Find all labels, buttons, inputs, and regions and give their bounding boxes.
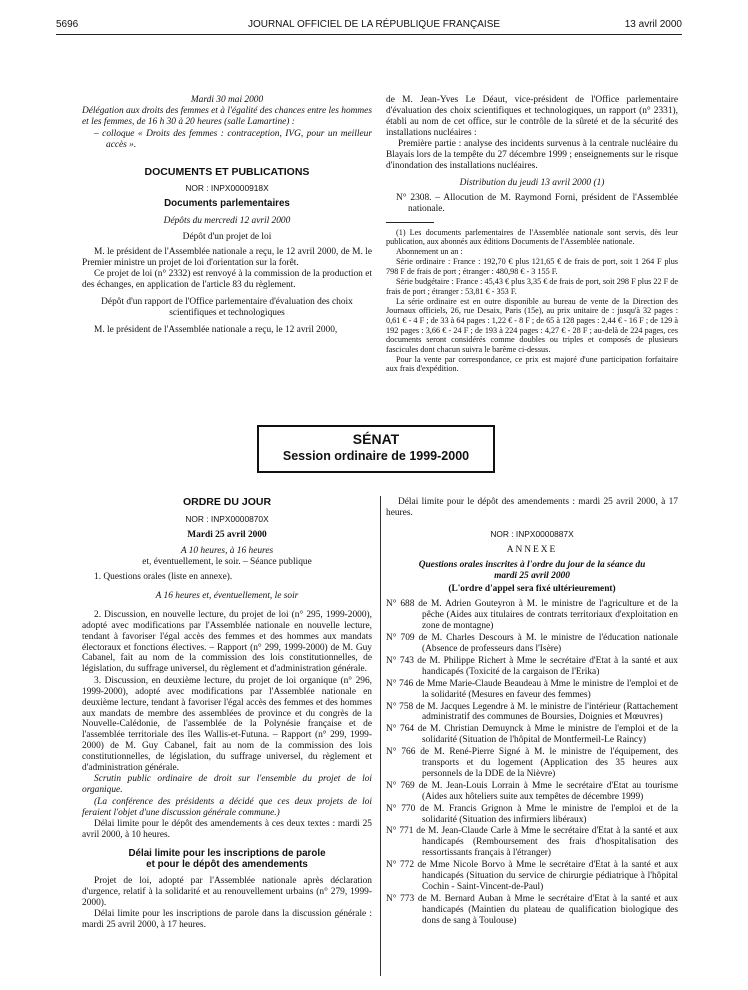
bill-paragraph: Projet de loi, adopté par l'Assemblée nationale après déclaration d'urgence, relatif à la solidarité et au renouvellement urbains (n° 279, 1999-2000). — [82, 875, 372, 908]
depot-rapport-heading: Dépôt d'un rapport de l'Office parlementaire d'évaluation des choix scientifiques et technologiques — [101, 297, 353, 319]
oral-question-item: N° 764 de M. Christian Demuynck à Mme le ministre de l'emploi et de la solidarité (Situation de l'hôpital de Montfermeil-Le Raincy) — [386, 724, 678, 746]
paragraph: Ce projet de loi (n° 2332) est renvoyé à la commission de la production et des échanges, en application de l'article 83 du règlement. — [82, 269, 372, 291]
footnote-rule — [386, 222, 434, 223]
senat-subtitle: Session ordinaire de 1999-2000 — [282, 449, 470, 463]
oral-question-item: N° 770 de M. Francis Grignon à Mme le ministre de l'emploi et de la solidarité (Situation des infirmiers libéraux) — [386, 803, 678, 825]
agenda-item-3: 3. Discussion, en deuxième lecture, du projet de loi organique (n° 296, 1999-2000), adopté avec modifications par l'Assemblée nationale en deuxième lecture, tendant à favoriser l'égal accès des femmes et des hommes aux mandats de membre des assemblées de province et du congrès de la Nouvelle-Calédonie, de l'assemblée de la Polynésie française et de l'assemblée territoriale des îles Wallis-et-Futuna. – Rapport (n° 299, 1999-2000) de M. Guy Cabanel, fait au nom de la commission des lois constitutionnelles, de législation, du suffrage universel, du règlement et d'administration générale. — [82, 675, 372, 774]
session-date: Mardi 30 mai 2000 — [190, 95, 264, 105]
deadline-title-line1: Délai limite pour les inscriptions de parole — [128, 847, 326, 859]
amendment-deadline: Délai limite pour le dépôt des amendements : mardi 25 avril 2000, à 17 heures. — [386, 497, 678, 518]
footnote-text: Série budgétaire : France : 45,43 € plus 3,35 € de frais de port, soit 298 F plus 22 F de frais de port ; étranger : 53,81 € - 353 F. — [386, 277, 678, 296]
distribution-date: Distribution du jeudi 13 avril 2000 (1) — [459, 177, 605, 188]
issue-date: 13 avril 2000 — [624, 19, 682, 30]
oral-question-item: N° 688 de M. Adrien Gouteyron à M. le ministre de l'agriculture et de la pêche (Aides aux titulaires de contrats territoriaux d'exploitation en zone de montagne) — [386, 599, 678, 632]
oral-question-item: N° 746 de Mme Marie-Claude Beaudeau à Mme le ministre de l'emploi et de la solidarité (Mesures en faveur des femmes) — [386, 678, 678, 700]
senat-heading-box — [257, 425, 495, 473]
afternoon-hours: A 16 heures et, éventuellement, le soir — [155, 590, 299, 601]
paragraph: de M. Jean-Yves Le Déaut, vice-président de l'Office parlementaire d'évaluation des choix scientifiques et technologiques, un rapport (n° 2331), établi au nom de cet office, sur le contrôle de la sûreté et de la sécurité des installations nucléaires : — [386, 95, 678, 138]
questions-list — [386, 599, 678, 926]
nor-reference: NOR : INPX0000887X — [490, 528, 574, 539]
sitting-type: et, éventuellement, le soir. – Séance publique — [142, 557, 312, 568]
conference-note: (La conférence des présidents a décidé que ces deux projets de loi feraient l'objet d'une discussion générale commune.) — [82, 796, 372, 818]
paragraph: M. le président de l'Assemblée nationale a reçu, le 12 avril 2000, — [94, 325, 338, 335]
deadline-title-line2: et pour le dépôt des amendements — [146, 858, 308, 870]
footnote-text: La série ordinaire est en outre disponible au bureau de vente de la Direction des Journaux officiels, 26, rue Desaix, Paris (15e), au prix unitaire de : jusqu'à 32 pages : 0,61 € - 4 F ; de 33 à 64 pages : 1,22 € - 8 F ; de 65 à 128 pages : 2,44 € - 16 F ; de 129 à 192 pages : 3,66 € - 24 F ; de 193 à 224 pages : 4,27 € - 28 F ; au-delà de 224 pages, ces documents seront considérés comme doubles ou triples et composés de plusieurs fascicules dont chacun suivra le barème ci-dessus. — [386, 296, 678, 354]
call-order-note: (L'ordre d'appel sera fixé ultérieurement) — [448, 584, 616, 595]
oral-question-item: N° 709 de M. Charles Descours à M. le ministre de l'éducation nationale (Absence de professeurs dans l'Isère) — [386, 633, 678, 654]
annexe-heading: ANNEXE — [506, 544, 558, 555]
questions-title: Questions orales inscrites à l'ordre du jour de la séance du mardi 25 avril 2000 — [418, 559, 646, 581]
oral-question-item: N° 771 de M. Jean-Claude Carle à Mme le secrétaire d'Etat à la santé et aux handicapés (Remboursement des frais d'hospitalisation des ressortissants français à l'étranger) — [386, 826, 678, 859]
depot-projet-heading: Dépôt d'un projet de loi — [182, 232, 272, 243]
ordre-du-jour-title: ORDRE DU JOUR — [182, 496, 272, 508]
colloque-text: – colloque « Droits des femmes : contraception, IVG, pour un meilleur accès ». — [94, 128, 372, 150]
documents-parlementaires-title: Documents parlementaires — [164, 198, 290, 210]
oral-question-item: N° 773 de M. Bernard Auban à Mme le secrétaire d'Etat à la santé et aux handicapés (Maintien du plateau de qualification biologique des dons de sang à Toulouse) — [386, 893, 678, 926]
header-rule — [56, 34, 682, 35]
footnote-text: (1) Les documents parlementaires de l'Assemblée nationale sont servis, dès leur publication, aux abonnés aux éditions Documents de l'Assemblée nationale. — [386, 227, 678, 247]
amendment-deadline: Délai limite pour le dépôt des amendements à ces deux textes : mardi 25 avril 2000, à 10 heures. — [82, 819, 372, 840]
footnote-text: Série ordinaire : France : 192,70 € plus 121,65 € de frais de port, soit 1 264 F plus 798 F de frais de port ; étranger : 480,98 € - 3 155 F. — [386, 257, 678, 276]
paragraph: Première partie : analyse des incidents survenus à la centrale nucléaire du Blayais lors de la tempête du 27 décembre 1999 ; enseignements sur le risque d'inondation des installations nucléaires. — [386, 139, 678, 171]
page-number: 5696 — [56, 19, 79, 30]
left-bottom-column — [82, 497, 372, 931]
paragraph: M. le président de l'Assemblée nationale a reçu, le 12 avril 2000, de M. le Premier ministre un projet de loi d'orientation sur la forêt. — [82, 247, 372, 268]
sitting-date: Mardi 25 avril 2000 — [187, 529, 267, 540]
scrutin-note: Scrutin public ordinaire de droit sur l'ensemble du projet de loi organique. — [82, 774, 372, 796]
oral-question-item: N° 769 de M. Jean-Louis Lorrain à Mme le secrétaire d'Etat au tourisme (Aides aux hôteliers suite aux tempêtes de décembre 1999) — [386, 780, 678, 802]
senat-title: SÉNAT — [352, 431, 400, 447]
oral-question-item: N° 766 de M. René-Pierre Signé à M. le ministre de l'équipement, des transports et du logement (Application des 35 heures aux personnels de la DDE de la Nièvre) — [386, 747, 678, 779]
distribution-item: N° 2308. – Allocution de M. Raymond Forni, président de l'Assemblée nationale. — [396, 192, 678, 214]
sitting-hours: A 10 heures, à 16 heures — [180, 545, 274, 556]
footnote — [386, 228, 678, 374]
left-top-column — [82, 95, 372, 336]
footnote-text: Pour la vente par correspondance, ce prix est majoré d'une participation forfaitaire aux frais d'expédition. — [386, 354, 678, 374]
right-top-column — [386, 95, 678, 374]
oral-question-item: N° 743 de M. Philippe Richert à Mme le secrétaire d'Etat à la santé et aux handicapés (Toxicité de la cargaison de l'Erika) — [386, 655, 678, 677]
footnote-text: Abonnement un an : — [396, 247, 463, 257]
journal-title: JOURNAL OFFICIEL DE LA RÉPUBLIQUE FRANÇAISE — [247, 19, 501, 30]
nor-reference: NOR : INPX0000918X — [185, 183, 269, 194]
agenda-item-1: 1. Questions orales (liste en annexe). — [94, 572, 233, 583]
agenda-item-2: 2. Discussion, en nouvelle lecture, du projet de loi (n° 295, 1999-2000), adopté avec modifications par l'Assemblée nationale en nouvelle lecture, tendant à favoriser l'égal accès des femmes et des hommes aux mandats électoraux et fonctions électives. – Rapport (n° 299, 1999-2000) de M. Guy Cabanel, fait au nom de la commission des lois constitutionnelles, de législation, du suffrage universel, du règlement et d'administration générale. — [82, 609, 372, 675]
delegation-text: Délégation aux droits des femmes et à l'égalité des chances entre les hommes et les femmes, de 16 h 30 à 20 heures (salle Lamartine) : — [82, 106, 372, 128]
column-divider — [380, 496, 381, 976]
documents-publications-title: DOCUMENTS ET PUBLICATIONS — [144, 165, 310, 178]
nor-reference: NOR : INPX0000870X — [185, 513, 269, 524]
speaking-deadline: Délai limite pour les inscriptions de parole dans la discussion générale : mardi 25 avril 2000, à 17 heures. — [82, 908, 372, 930]
right-bottom-column — [386, 497, 678, 928]
depots-date: Dépôts du mercredi 12 avril 2000 — [163, 216, 291, 227]
oral-question-item: N° 772 de Mme Nicole Borvo à Mme le secrétaire d'Etat à la santé et aux handicapés (Situation du service de chirurgie pédiatrique à l'hôpital Cochin - Saint-Vincent-de-Paul) — [386, 860, 678, 892]
oral-question-item: N° 758 de M. Jacques Legendre à M. le ministre de l'intérieur (Rattachement administratif des communes de Boursies, Doignies et Mœuvres) — [386, 701, 678, 723]
